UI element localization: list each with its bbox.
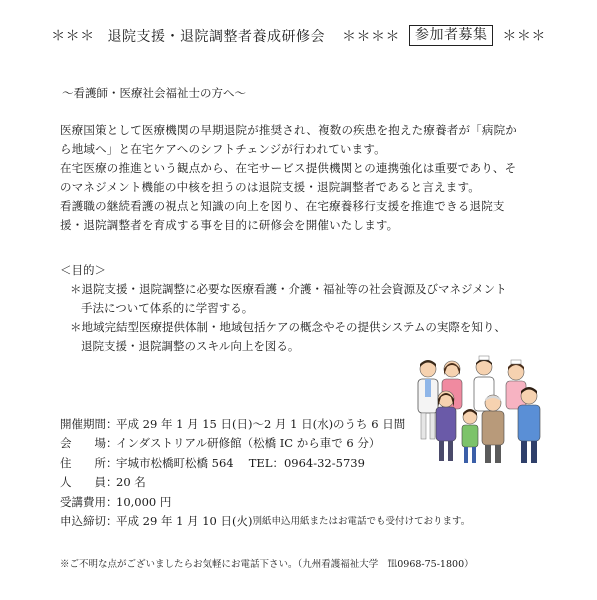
page-title: 退院支援・退院調整者養成研修会 [107,28,326,45]
detail-row-venue [60,434,470,453]
purpose-item-line: ＊退院支援・退院調整に必要な医療看護・介護・福祉等の社会資源及びマネジメント [70,282,507,296]
recruit-badge: 参加者募集 [409,25,494,46]
detail-value: 10,000 円 [116,494,172,509]
deadline-note: 別紙申込用紙またはお電話でも受付けております。 [252,516,471,528]
detail-row-deadline [60,512,470,531]
title-stars-mid: ＊＊＊＊ [342,28,400,45]
intro-line: のマネジメント機能の中核を担うのは退院支援・退院調整者であると言えます。 [60,180,480,194]
detail-row-fee [60,493,470,512]
intro-line: 在宅医療の推進という観点から、在宅サービス提供機関との連携強化は重要であり、そ [60,161,517,175]
detail-label: 住 所： [60,455,118,470]
audience-subtitle: ～看護師・医療社会福祉士の方へ～ [62,86,246,100]
detail-value: 20 名 [116,475,146,490]
intro-line: 看護職の継続看護の視点と知識の向上を図り、在宅療養移行支援を推進できる退院支 [60,199,505,213]
detail-label: 申込締切： [60,514,118,529]
detail-value: 平成 29 年 1 月 15 日(日)～2 月 1 日(水)のうち 6 日間 [116,417,406,431]
detail-row-address [60,454,470,473]
purpose-item [70,318,506,356]
doctor-figure [418,360,438,439]
intro-line: 医療国策として医療機関の早期退院が推奨され、複数の疾患を抱えた療養者が「病院か [60,123,517,137]
purpose-item-line: 退院支援・退院調整のスキル向上を図る。 [81,339,300,353]
title-stars-left: ＊＊＊ [51,28,95,45]
purpose-heading: ＜目的＞ [60,263,106,277]
detail-value: 平成 29 年 1 月 10 日(火) [116,514,253,529]
medical-care-team-illustration-icon [412,355,552,470]
woman-figure [436,391,456,461]
detail-label: 人 員： [60,475,118,490]
detail-label: 開催期間： [60,417,118,431]
intro-line: ら地域へ」と在宅ケアへのシフトチェンジが行われています。 [60,142,386,156]
intro-paragraph [60,121,538,235]
event-details [60,415,470,531]
purpose-item-line: ＊地域完結型医療提供体制・地域包括ケアの概念やその提供システムの実際を知り、 [70,320,506,334]
intro-line: 援・退院調整者を育成する事を目的に研修会を開催いたします。 [60,218,399,232]
contact-footer-note: ※ご不明な点がございましたらお気軽にお電話下さい。（九州看護福祉大学 ℡0968-75-1800） [60,559,474,570]
detail-value: 宇城市松橋町松橋 564 TEL：0964-32-5739 [116,455,365,470]
child-figure [462,409,478,463]
title-stars-right: ＊＊＊ [502,28,546,45]
elderly-man-figure [482,395,504,463]
purpose-item-line: 手法について体系的に学習する。 [81,301,254,315]
detail-row-capacity [60,473,470,492]
title-row [0,25,597,46]
detail-label: 会 場： [60,436,118,451]
man-blue-figure [518,387,540,463]
detail-label: 受講費用： [60,494,118,509]
purpose-item [70,280,507,318]
detail-row-period [60,415,470,434]
detail-value: インダストリアル研修館（松橋 IC から車で 6 分） [116,436,381,451]
